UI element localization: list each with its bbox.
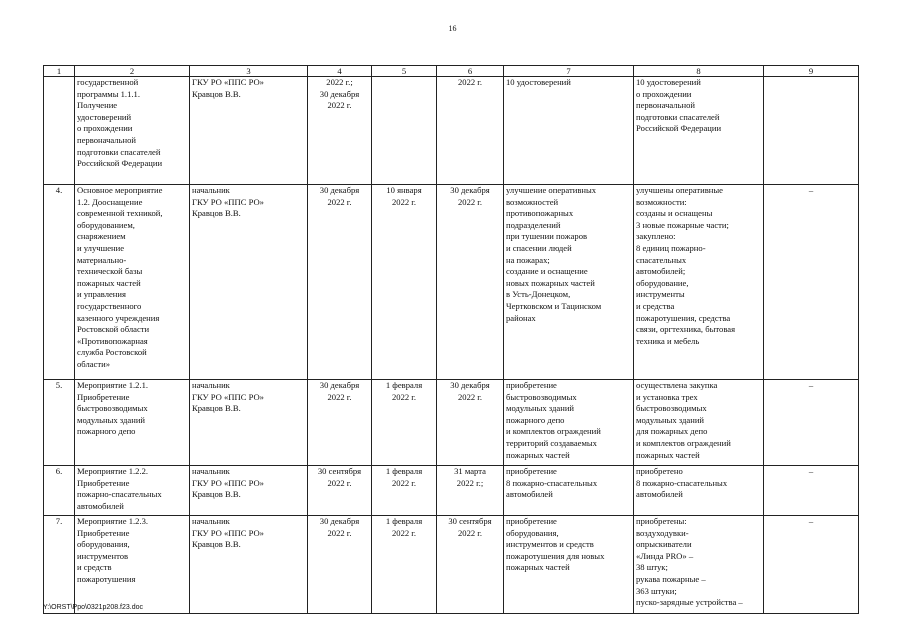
date-cell: 30 сентября 2022 г. [308, 466, 372, 516]
page-number: 16 [448, 24, 457, 33]
activity-cell: Мероприятие 1.2.1. Приобретение быстровозводимых модульных зданий пожарного депо [75, 380, 190, 466]
row-number-cell: 4. [44, 185, 75, 380]
actual-result-cell: приобретены: воздуходувки- опрыскиватели «Линда PRO» – 38 штук; рукава пожарные – 363 штуки; пуско-зарядные устройства – [634, 516, 764, 614]
column-header: 3 [190, 66, 308, 77]
date-cell: 2022 г. [437, 77, 504, 185]
date-cell: 30 декабря 2022 г. [308, 185, 372, 380]
date-cell: 30 декабря 2022 г. [308, 516, 372, 614]
table-row [44, 466, 859, 516]
date-cell: 30 декабря 2022 г. [308, 380, 372, 466]
column-header: 5 [372, 66, 437, 77]
table-row [44, 77, 859, 185]
table-row [44, 185, 859, 380]
notes-cell: – [764, 185, 859, 380]
date-cell [372, 77, 437, 185]
planned-result-cell: 10 удостоверений [504, 77, 634, 185]
notes-cell: – [764, 516, 859, 614]
date-cell: 1 февраля 2022 г. [372, 516, 437, 614]
column-header: 1 [44, 66, 75, 77]
planned-result-cell: приобретение быстровозводимых модульных зданий пожарного депо и комплектов ограждений территорий создаваемых пожарных частей [504, 380, 634, 466]
date-cell: 30 декабря 2022 г. [437, 380, 504, 466]
executor-cell: начальник ГКУ РО «ППС РО» Кравцов В.В. [190, 516, 308, 614]
row-number-cell [44, 77, 75, 185]
date-cell: 31 марта 2022 г.; [437, 466, 504, 516]
activity-cell: Основное мероприятие 1.2. Дооснащение современной техникой, оборудованием, снаряжением и улучшение материально- технической базы пожарных частей и управления государственного казенного учреждения Ростовской области «Противопожарная служба Ростовской области» [75, 185, 190, 380]
date-cell: 1 февраля 2022 г. [372, 466, 437, 516]
executor-cell: начальник ГКУ РО «ППС РО» Кравцов В.В. [190, 185, 308, 380]
actual-result-cell: осуществлена закупка и установка трех быстровозводимых модульных зданий для пожарных депо и комплектов ограждений пожарных частей [634, 380, 764, 466]
table-row [44, 380, 859, 466]
date-cell: 10 января 2022 г. [372, 185, 437, 380]
notes-cell: – [764, 380, 859, 466]
row-number-cell: 7. [44, 516, 75, 614]
date-cell: 30 сентября 2022 г. [437, 516, 504, 614]
date-cell: 2022 г.; 30 декабря 2022 г. [308, 77, 372, 185]
activity-cell: Мероприятие 1.2.2. Приобретение пожарно-спасательных автомобилей [75, 466, 190, 516]
column-header: 4 [308, 66, 372, 77]
program-table [43, 65, 859, 614]
row-number-cell: 5. [44, 380, 75, 466]
activity-cell: государственной программы 1.1.1. Получение удостоверений о прохождении первоначальной подготовки спасателей Российской Федерации [75, 77, 190, 185]
planned-result-cell: улучшение оперативных возможностей противопожарных подразделений при тушении пожаров и спасении людей на пожарах; создание и оснащение новых пожарных частей в Усть-Донецком, Чертковском и Тацинском районах [504, 185, 634, 380]
footer-file-path: Y:\ORST\Ppo\0321p208.f23.doc [43, 604, 144, 611]
executor-cell: ГКУ РО «ППС РО» Кравцов В.В. [190, 77, 308, 185]
actual-result-cell: 10 удостоверений о прохождении первоначальной подготовки спасателей Российской Федерации [634, 77, 764, 185]
executor-cell: начальник ГКУ РО «ППС РО» Кравцов В.В. [190, 466, 308, 516]
date-cell: 1 февраля 2022 г. [372, 380, 437, 466]
activity-cell: Мероприятие 1.2.3. Приобретение оборудования, инструментов и средств пожаротушения [75, 516, 190, 614]
column-header: 7 [504, 66, 634, 77]
planned-result-cell: приобретение оборудования, инструментов и средств пожаротушения для новых пожарных частей [504, 516, 634, 614]
actual-result-cell: улучшены оперативные возможности: созданы и оснащены 3 новые пожарные части; закуплено: 8 единиц пожарно- спасательных автомобилей; оборудование, инструменты и средства пожаротушения, средства связи, оргтехника, бытовая техника и мебель [634, 185, 764, 380]
date-cell: 30 декабря 2022 г. [437, 185, 504, 380]
column-header: 8 [634, 66, 764, 77]
table-header-row [44, 66, 859, 77]
column-header: 2 [75, 66, 190, 77]
planned-result-cell: приобретение 8 пожарно-спасательных автомобилей [504, 466, 634, 516]
notes-cell: – [764, 466, 859, 516]
row-number-cell: 6. [44, 466, 75, 516]
column-header: 9 [764, 66, 859, 77]
actual-result-cell: приобретено 8 пожарно-спасательных автомобилей [634, 466, 764, 516]
notes-cell [764, 77, 859, 185]
executor-cell: начальник ГКУ РО «ППС РО» Кравцов В.В. [190, 380, 308, 466]
column-header: 6 [437, 66, 504, 77]
table-row [44, 516, 859, 614]
